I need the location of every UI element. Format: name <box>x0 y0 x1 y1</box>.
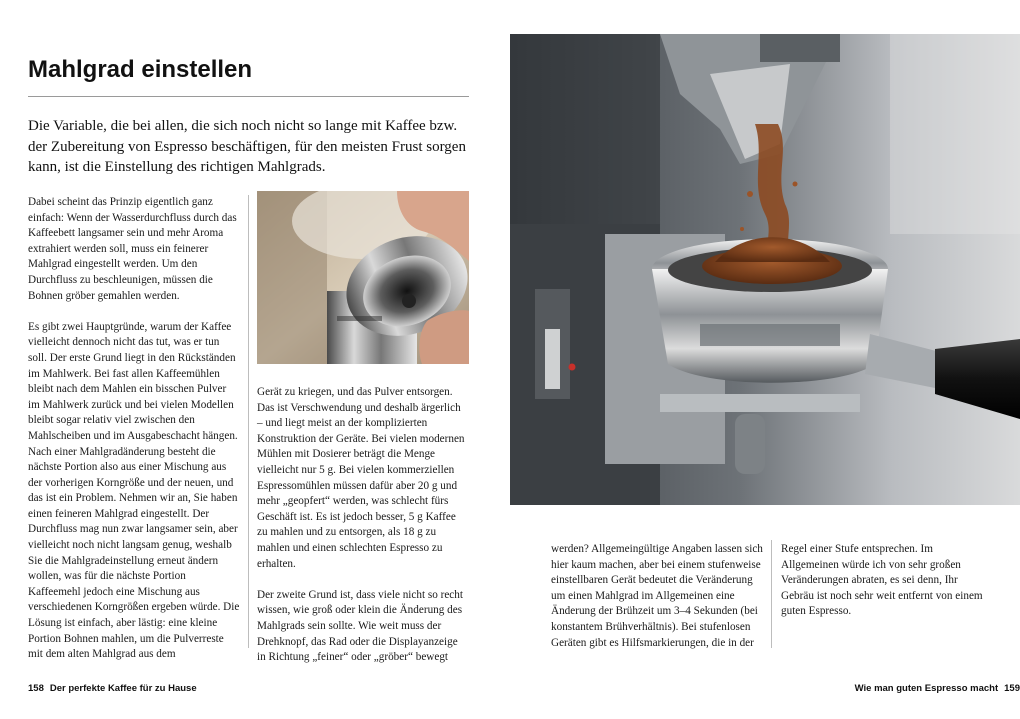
page-number: 158 <box>28 683 44 694</box>
column-divider <box>248 195 249 648</box>
grinder-hopper-photo <box>257 191 469 364</box>
column-divider <box>771 540 772 648</box>
page-title: Mahlgrad einstellen <box>28 56 253 83</box>
text-column-4 <box>781 542 991 620</box>
footer-left <box>28 683 197 694</box>
paragraph: Regel einer Stufe entsprechen. Im Allgemeinen würde ich von sehr großen Veränderungen abraten, es sei denn, Ihr Gebräu ist noch sehr weit entfernt von einem guten Espresso. <box>781 543 983 618</box>
intro-paragraph: Die Variable, die bei allen, die sich noch nicht so lange mit Kaffee bzw. der Zubereitung von Espresso beschäftigen, für den meisten Frust sorgen kann, ist die Einstellung des richtigen Mahlgrads. <box>28 118 466 175</box>
text-column-3 <box>551 542 763 651</box>
title-divider <box>28 96 469 97</box>
paragraph: Gerät zu kriegen, und das Pulver entsorgen. Das ist Verschwendung und deshalb ärgerlich – und liegt meist an der komplizierten Konstruktion der Geräte. Bei vielen modernen Mühlen mit Dosierer beträgt die Menge vielleicht nur 5 g. Bei vielen kommerziellen Espressomühlen müssen dafür aber 20 g und mehr „geopfert“ werden, was schlecht fürs Geschäft ist. Es ist jedoch besser, 5 g Kaffee zu mahlen und zu entsorgen, als 18 g zu mahlen und einen schlechten Espresso zu erhalten. <box>257 386 465 570</box>
page-number: 159 <box>1004 683 1020 694</box>
footer-right <box>720 683 1020 694</box>
paragraph: Der zweite Grund ist, dass viele nicht so recht wissen, wie groß oder klein die Änderung des Mahlgrads sein sollte. Wie weit muss der Drehknopf, das Rad oder die Displayanzeige in Richtung „feiner“ oder „gröber“ bewegt <box>257 588 463 664</box>
text-column-2 <box>257 385 469 666</box>
text-column-1 <box>28 195 240 663</box>
running-head: Der perfekte Kaffee für zu Hause <box>49 683 197 694</box>
running-head: Wie man guten Espresso macht <box>854 683 999 694</box>
espresso-grinder-photo <box>510 34 1020 505</box>
paragraph: Es gibt zwei Hauptgründe, warum der Kaffee vielleicht dennoch nicht das tut, was er tun soll. Der erste Grund liegt in den Rückständen im Mahlwerk. Bei fast allen Kaffeemühlen bleibt nach dem Mahlen ein bisschen Pulver im Mahlwerk zurück und bei vielen Modellen bleibt sogar relativ viel zwischen den Mahlscheiben und im Ausgabeschacht hängen. Nach einer Mahlgradänderung besteht die nächste Portion also aus einer Mischung aus der vorherigen Korngröße und der neuen, und das ist ein Problem. Nehmen wir an, Sie haben einen feineren Mahlgrad eingestellt. Der Durchfluss mag nun zwar langsamer sein, aber vielleicht noch nicht langsam genug, weshalb Sie die Mahlgradeinstellung erneut ändern wollen, was für die nächste Portion Kaffeemehl jedoch eine Mischung aus verschiedenen Korngrößen ergeben würde. Die Lösung ist einfach, aber lästig: eine kleine Portion Bohnen mahlen, um die Pulverreste mit dem alten Mahlgrad aus dem <box>28 320 240 661</box>
paragraph: werden? Allgemeingültige Angaben lassen sich hier kaum machen, aber bei einem stufenweise einstellbaren Gerät bedeutet die Veränderung um einen Mahlgrad im Allgemeinen eine Änderung der Brühzeit um 3–4 Sekunden (bei konstantem Brühverhältnis). Bei stufenlosen Geräten gibt es Hilfsmarkierungen, die in der <box>551 543 763 649</box>
paragraph: Dabei scheint das Prinzip eigentlich ganz einfach: Wenn der Wasserdurchfluss durch das Kaffeebett langsamer sein und mehr Aroma extrahiert werden soll, muss ein feinerer Mahlgrad eingestellt werden. Um den Durchfluss zu beschleunigen, müssen die Bohnen gröber gemahlen werden. <box>28 196 237 302</box>
